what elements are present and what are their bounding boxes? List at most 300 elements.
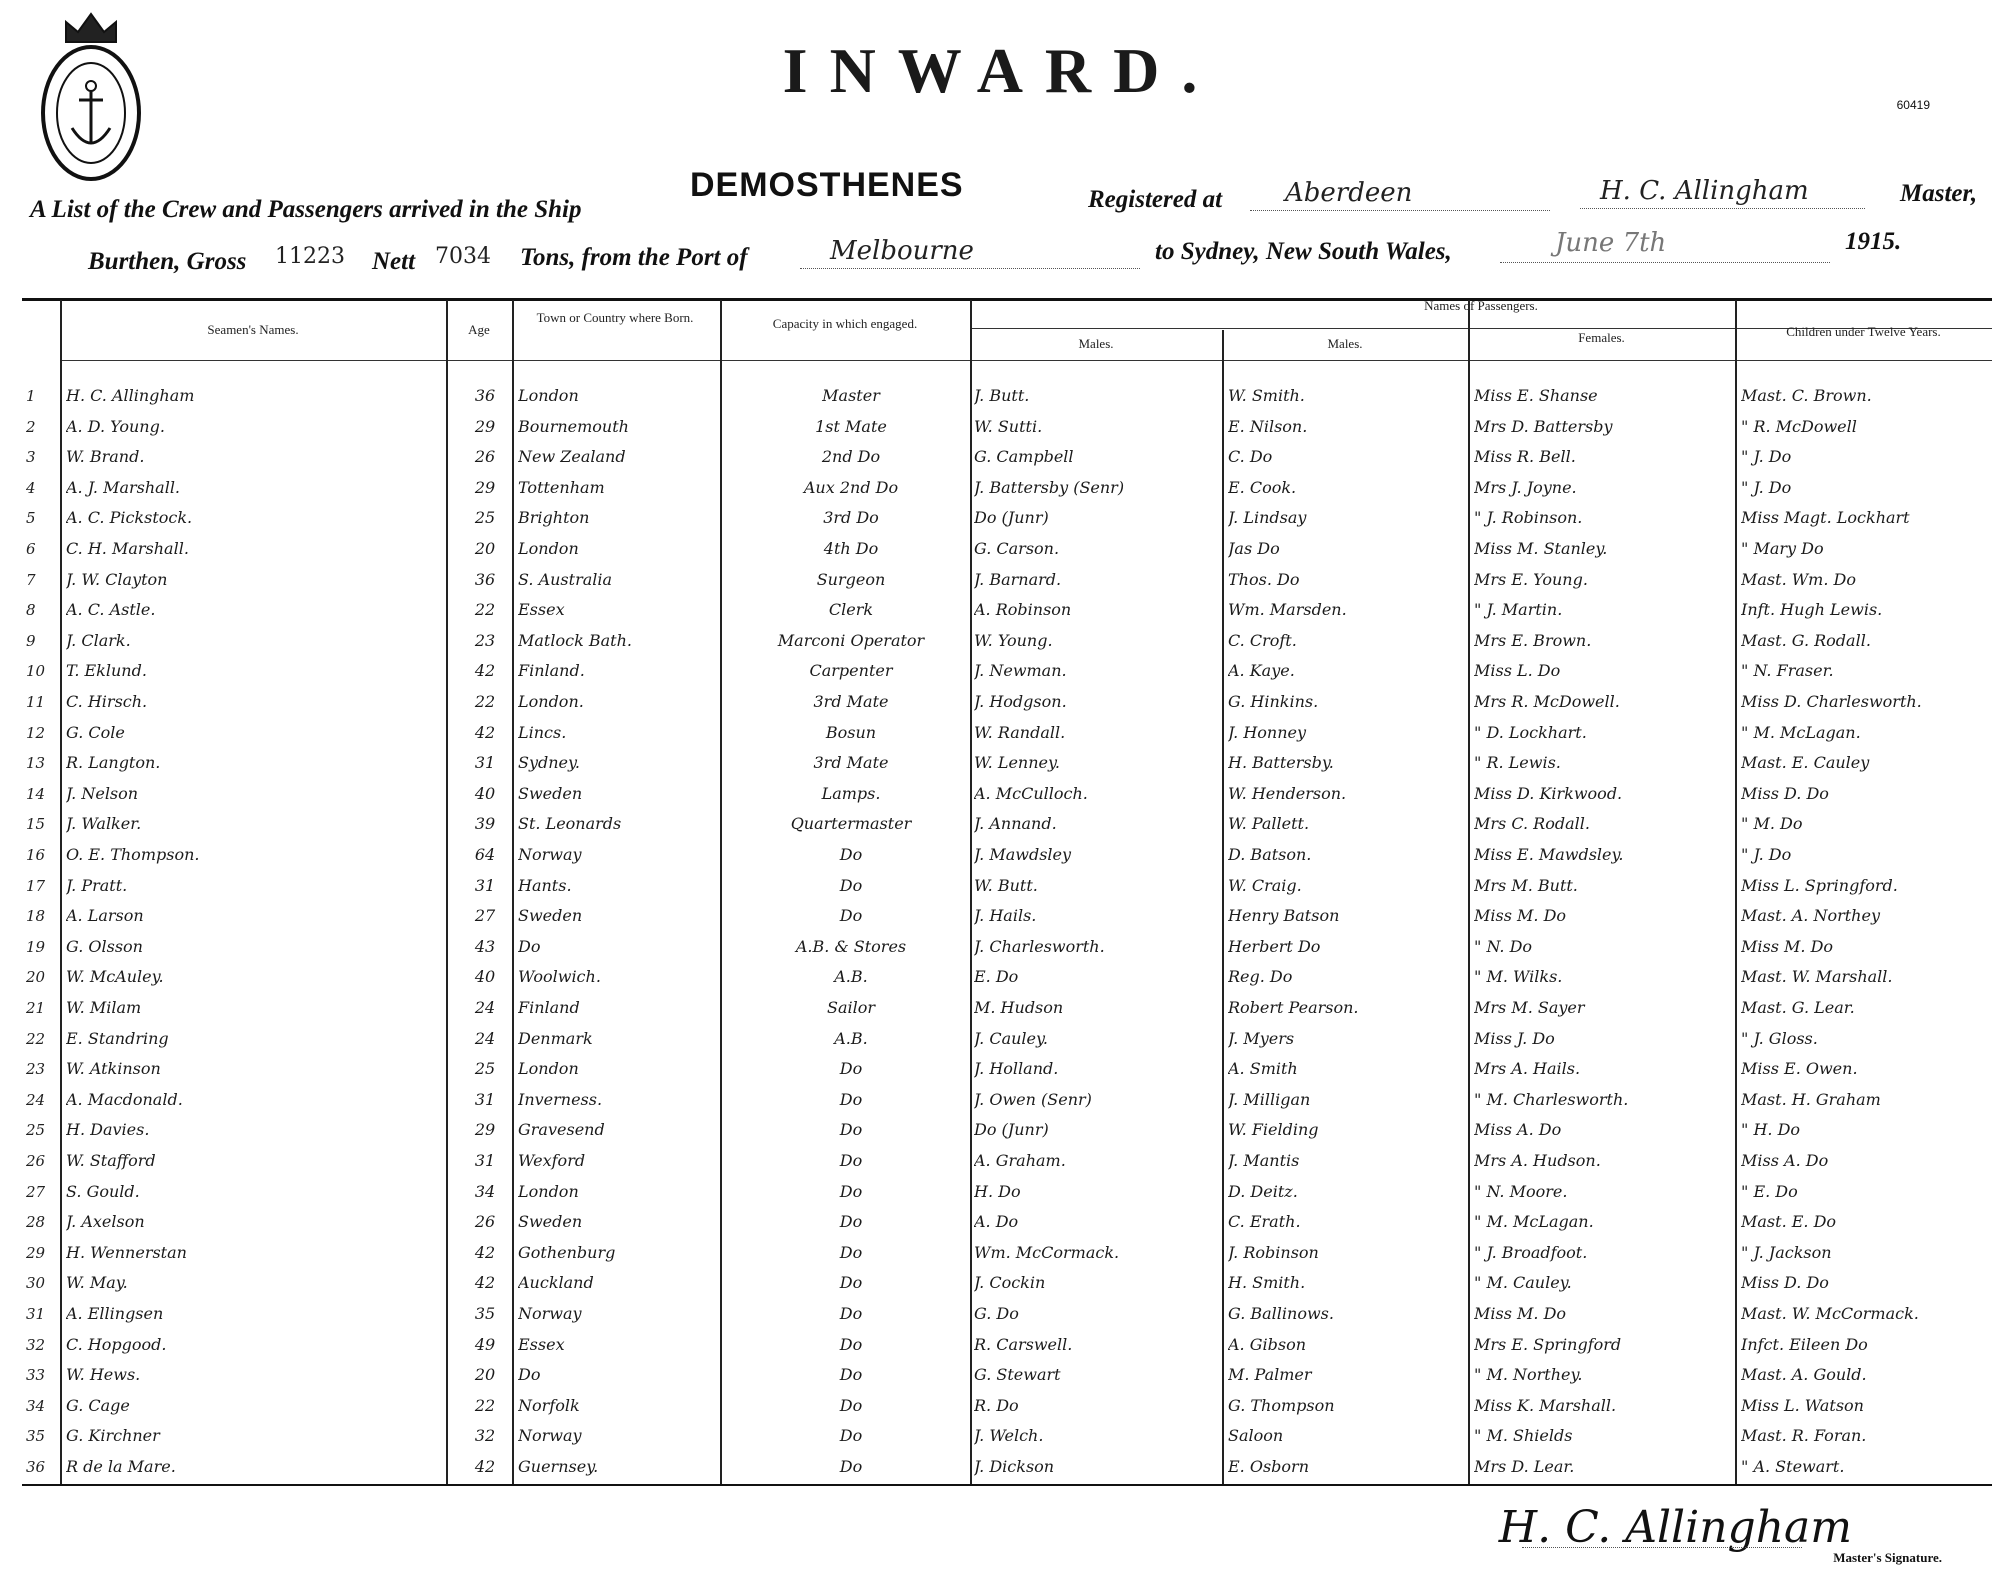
seaman-age: 35	[474, 1304, 496, 1323]
birthplace: London.	[518, 692, 584, 711]
child-passenger: Mast. W. McCormack.	[1741, 1304, 1919, 1323]
seaman-age: 42	[474, 723, 496, 742]
birthplace: Hants.	[518, 876, 572, 895]
nett-label: Nett	[372, 248, 416, 275]
males-header-2: Males.	[1327, 336, 1363, 351]
male-passenger-1: J. Barnard.	[974, 570, 1062, 589]
child-passenger: " H. Do	[1741, 1120, 1801, 1139]
seaman-age: 26	[474, 447, 496, 466]
seaman-age: 22	[474, 600, 496, 619]
birthplace: Essex	[518, 1335, 565, 1354]
capacity: Do	[839, 1059, 863, 1078]
male-passenger-1: J. Holland.	[974, 1059, 1059, 1078]
row-number: 34	[26, 1397, 46, 1415]
seaman-name: E. Standring	[66, 1029, 169, 1048]
row-number: 18	[26, 907, 46, 925]
seaman-name: O. E. Thompson.	[66, 845, 200, 864]
seaman-name: A. Ellingsen	[66, 1304, 164, 1323]
female-passenger: Miss J. Do	[1474, 1029, 1555, 1048]
male-passenger-1: W. Sutti.	[974, 417, 1043, 436]
seaman-age: 29	[474, 1120, 496, 1139]
child-passenger: Miss E. Owen.	[1741, 1059, 1858, 1078]
male-passenger-1: A. Robinson	[974, 600, 1072, 619]
child-passenger: " M. Do	[1741, 814, 1803, 833]
master-signature: H. C. Allingham	[1498, 1502, 1852, 1553]
birthplace: London	[518, 539, 579, 558]
male-passenger-1: J. Hails.	[974, 906, 1037, 925]
child-passenger: Mast. G. Lear.	[1741, 998, 1855, 1017]
male-passenger-2: W. Smith.	[1228, 386, 1305, 405]
male-passenger-1: J. Butt.	[974, 386, 1030, 405]
seaman-age: 24	[474, 998, 496, 1017]
male-passenger-2: Saloon	[1228, 1426, 1284, 1445]
row-number: 15	[26, 815, 46, 833]
seaman-age: 22	[474, 692, 496, 711]
capacity: A.B.	[834, 967, 868, 986]
female-passenger: " D. Lockhart.	[1474, 723, 1587, 742]
birthplace: St. Leonards	[518, 814, 622, 833]
reference-number: 60419	[1896, 98, 1930, 112]
row-number: 27	[26, 1183, 46, 1201]
male-passenger-2: E. Nilson.	[1228, 417, 1308, 436]
child-passenger: " J. Do	[1741, 845, 1792, 864]
child-passenger: " A. Stewart.	[1741, 1457, 1845, 1476]
male-passenger-2: J. Mantis	[1228, 1151, 1300, 1170]
burthen-label: Burthen, Gross	[88, 248, 247, 275]
male-passenger-1: Do (Junr)	[974, 508, 1049, 527]
capacity: 4th Do	[823, 539, 879, 558]
table-bottom-rule	[22, 1484, 1992, 1486]
birthplace: Bournemouth	[518, 417, 629, 436]
seaman-name: H. Davies.	[66, 1120, 150, 1139]
master-dotline	[1580, 208, 1865, 209]
year: 1915.	[1845, 228, 1902, 255]
birthplace: Essex	[518, 600, 565, 619]
capacity: Bosun	[825, 723, 877, 742]
female-passenger: Mrs E. Springford	[1474, 1335, 1622, 1354]
male-passenger-2: W. Craig.	[1228, 876, 1302, 895]
female-passenger: " J. Robinson.	[1474, 508, 1583, 527]
child-passenger: " J. Do	[1741, 478, 1792, 497]
female-passenger: " J. Martin.	[1474, 600, 1563, 619]
row-number: 5	[26, 509, 36, 527]
male-passenger-1: J. Owen (Senr)	[974, 1090, 1092, 1109]
birthplace: Brighton	[518, 508, 590, 527]
child-passenger: Miss M. Do	[1741, 937, 1834, 956]
capacity: Marconi Operator	[777, 631, 925, 650]
seaman-age: 40	[474, 784, 496, 803]
male-passenger-2: Thos. Do	[1228, 570, 1300, 589]
signature-dotline	[1522, 1546, 1802, 1548]
seaman-age: 20	[474, 1365, 496, 1384]
birthplace: Gravesend	[518, 1120, 605, 1139]
seaman-name: C. H. Marshall.	[66, 539, 189, 558]
row-number: 30	[26, 1274, 46, 1292]
row-number: 12	[26, 724, 46, 742]
birthplace: Matlock Bath.	[518, 631, 632, 650]
seaman-name: W. Milam	[66, 998, 142, 1017]
master-label: Master,	[1900, 180, 1978, 207]
row-number: 6	[26, 540, 36, 558]
birthplace: Lincs.	[518, 723, 567, 742]
male-passenger-1: W. Young.	[974, 631, 1053, 650]
female-passenger: Mrs M. Butt.	[1474, 876, 1578, 895]
child-passenger: Mast. G. Rodall.	[1741, 631, 1871, 650]
birthplace: Norfolk	[518, 1396, 580, 1415]
female-passenger: Miss K. Marshall.	[1474, 1396, 1617, 1415]
male-passenger-1: A. Graham.	[974, 1151, 1066, 1170]
list-prefix-label: A List of the Crew and Passengers arrived in the Ship	[30, 196, 582, 223]
capacity: A.B.	[834, 1029, 868, 1048]
seaman-age: 23	[474, 631, 496, 650]
seaman-name: G. Olsson	[66, 937, 143, 956]
seaman-name: G. Kirchner	[66, 1426, 160, 1445]
child-passenger: Mast. C. Brown.	[1741, 386, 1872, 405]
capacity: A.B. & Stores	[795, 937, 907, 956]
seaman-age: 49	[474, 1335, 496, 1354]
row-number: 31	[26, 1305, 46, 1323]
male-passenger-1: H. Do	[974, 1182, 1021, 1201]
female-passenger: Miss D. Kirkwood.	[1474, 784, 1623, 803]
male-passenger-1: G. Stewart	[974, 1365, 1061, 1384]
seaman-age: 43	[474, 937, 496, 956]
females-header: Females.	[1578, 330, 1625, 345]
male-passenger-1: J. Dickson	[974, 1457, 1055, 1476]
seaman-age: 36	[474, 570, 496, 589]
seaman-name: A. C. Astle.	[66, 600, 156, 619]
seaman-name: J. Axelson	[66, 1212, 145, 1231]
female-passenger: " N. Do	[1474, 937, 1533, 956]
seaman-age: 20	[474, 539, 496, 558]
child-passenger: " J. Jackson	[1741, 1243, 1832, 1262]
row-number: 19	[26, 938, 46, 956]
birthplace: Inverness.	[518, 1090, 603, 1109]
seaman-age: 31	[474, 1151, 496, 1170]
signature-caption: Master's Signature.	[1833, 1550, 1942, 1565]
child-passenger: Miss A. Do	[1741, 1151, 1829, 1170]
to-sydney-label: to Sydney, New South Wales,	[1155, 238, 1452, 265]
male-passenger-2: A. Smith	[1228, 1059, 1298, 1078]
birthplace: Sweden	[518, 784, 583, 803]
row-number: 3	[26, 448, 36, 466]
seaman-age: 42	[474, 661, 496, 680]
female-passenger: Miss L. Do	[1474, 661, 1561, 680]
male-passenger-2: W. Fielding	[1228, 1120, 1319, 1139]
male-passenger-2: J. Lindsay	[1228, 508, 1307, 527]
male-passenger-1: A. Do	[974, 1212, 1019, 1231]
male-passenger-2: Reg. Do	[1228, 967, 1293, 986]
row-number: 7	[26, 571, 36, 589]
row-number: 1	[26, 387, 36, 405]
seaman-name: A. Macdonald.	[66, 1090, 183, 1109]
capacity: Surgeon	[816, 570, 886, 589]
female-passenger: " N. Moore.	[1474, 1182, 1568, 1201]
male-passenger-1: J. Cockin	[974, 1273, 1046, 1292]
row-number: 2	[26, 418, 36, 436]
birthplace: Denmark	[518, 1029, 593, 1048]
port-dotline	[800, 268, 1140, 269]
male-passenger-2: J. Robinson	[1228, 1243, 1319, 1262]
col-divider-males1	[970, 300, 972, 1484]
seaman-age: 32	[474, 1426, 496, 1445]
seaman-age: 42	[474, 1273, 496, 1292]
male-passenger-2: W. Pallett.	[1228, 814, 1310, 833]
child-passenger: Mast. W. Marshall.	[1741, 967, 1893, 986]
from-port: Melbourne	[830, 236, 974, 266]
row-number: 11	[26, 693, 46, 711]
male-passenger-2: G. Ballinows.	[1228, 1304, 1334, 1323]
birthplace: Finland	[518, 998, 580, 1017]
seaman-name: G. Cage	[66, 1396, 130, 1415]
seaman-name: J. Nelson	[66, 784, 139, 803]
col-divider-age	[446, 300, 448, 1484]
row-number: 25	[26, 1121, 46, 1139]
female-passenger: Miss A. Do	[1474, 1120, 1562, 1139]
seaman-name: R. Langton.	[66, 753, 161, 772]
seaman-name: A. Larson	[66, 906, 144, 925]
male-passenger-2: H. Smith.	[1228, 1273, 1306, 1292]
male-passenger-1: G. Carson.	[974, 539, 1060, 558]
gross-tons: 11223	[275, 244, 345, 269]
male-passenger-1: R. Do	[974, 1396, 1019, 1415]
capacity: Do	[839, 1273, 863, 1292]
row-number: 20	[26, 968, 46, 986]
master-name: H. C. Allingham	[1600, 176, 1809, 206]
female-passenger: Mrs M. Sayer	[1474, 998, 1585, 1017]
seaman-age: 27	[474, 906, 496, 925]
row-number: 23	[26, 1060, 46, 1078]
birthplace: Wexford	[518, 1151, 586, 1170]
birthplace: London	[518, 386, 579, 405]
capacity: 3rd Mate	[813, 692, 889, 711]
capacity: Do	[839, 1304, 863, 1323]
male-passenger-1: J. Newman.	[974, 661, 1067, 680]
male-passenger-1: W. Butt.	[974, 876, 1038, 895]
birthplace: S. Australia	[518, 570, 613, 589]
capacity: Do	[839, 906, 863, 925]
row-number: 22	[26, 1030, 46, 1048]
male-passenger-2: H. Battersby.	[1228, 753, 1334, 772]
birthplace: Norway	[518, 845, 582, 864]
male-passenger-2: D. Deitz.	[1228, 1182, 1298, 1201]
male-passenger-2: Jas Do	[1228, 539, 1280, 558]
male-passenger-2: D. Batson.	[1228, 845, 1312, 864]
seaman-age: 22	[474, 1396, 496, 1415]
female-passenger: Mrs D. Battersby	[1474, 417, 1613, 436]
col-divider-capacity	[720, 300, 722, 1484]
row-number: 21	[26, 999, 46, 1017]
row-number: 29	[26, 1244, 46, 1262]
female-passenger: Miss M. Stanley.	[1474, 539, 1608, 558]
male-passenger-2: C. Croft.	[1228, 631, 1297, 650]
male-passenger-2: C. Do	[1228, 447, 1273, 466]
seaman-name: W. Atkinson	[66, 1059, 161, 1078]
male-passenger-2: Henry Batson	[1228, 906, 1340, 925]
capacity: 3rd Mate	[813, 753, 889, 772]
child-passenger: Miss D. Do	[1741, 1273, 1829, 1292]
seaman-name: W. McAuley.	[66, 967, 164, 986]
birthplace: Auckland	[518, 1273, 594, 1292]
registered-dotline	[1250, 210, 1550, 211]
female-passenger: Miss M. Do	[1474, 906, 1567, 925]
child-passenger: " E. Do	[1741, 1182, 1798, 1201]
child-passenger: Mast. A. Gould.	[1741, 1365, 1867, 1384]
male-passenger-1: J. Charlesworth.	[974, 937, 1105, 956]
seaman-age: 29	[474, 417, 496, 436]
capacity: Do	[839, 1365, 863, 1384]
age-header: Age	[468, 322, 490, 337]
female-passenger: " M. McLagan.	[1474, 1212, 1594, 1231]
male-passenger-2: W. Henderson.	[1228, 784, 1347, 803]
capacity: Do	[839, 1396, 863, 1415]
birthplace: Sydney.	[518, 753, 581, 772]
male-passenger-2: C. Erath.	[1228, 1212, 1301, 1231]
passengers-header: Names of Passengers.	[1424, 298, 1538, 313]
male-passenger-1: J. Annand.	[974, 814, 1057, 833]
row-number: 16	[26, 846, 46, 864]
row-number: 4	[26, 479, 36, 497]
registered-label: Registered at	[1088, 186, 1223, 213]
seaman-age: 26	[474, 1212, 496, 1231]
child-passenger: " N. Fraser.	[1741, 661, 1834, 680]
female-passenger: " M. Shields	[1474, 1426, 1573, 1445]
capacity: Do	[839, 876, 863, 895]
birthplace: Guernsey.	[518, 1457, 599, 1476]
col-divider-females	[1468, 300, 1470, 1484]
seaman-name: J. Pratt.	[66, 876, 128, 895]
male-passenger-1: G. Campbell	[974, 447, 1074, 466]
male-passenger-2: Herbert Do	[1228, 937, 1321, 956]
female-passenger: Miss E. Mawdsley.	[1474, 845, 1624, 864]
child-passenger: Mast. A. Northey	[1741, 906, 1880, 925]
female-passenger: Mrs R. McDowell.	[1474, 692, 1620, 711]
seaman-name: H. C. Allingham	[66, 386, 195, 405]
male-passenger-1: W. Lenney.	[974, 753, 1060, 772]
seaman-name: T. Eklund.	[66, 661, 147, 680]
seaman-name: S. Gould.	[66, 1182, 140, 1201]
birthplace: Woolwich.	[518, 967, 601, 986]
capacity: 1st Mate	[815, 417, 887, 436]
male-passenger-2: Robert Pearson.	[1228, 998, 1359, 1017]
seaman-name: A. C. Pickstock.	[66, 508, 193, 527]
female-passenger: Mrs E. Brown.	[1474, 631, 1592, 650]
male-passenger-1: R. Carswell.	[974, 1335, 1073, 1354]
seaman-age: 25	[474, 1059, 496, 1078]
child-passenger: Miss D. Do	[1741, 784, 1829, 803]
male-passenger-1: G. Do	[974, 1304, 1019, 1323]
capacity: Do	[839, 1457, 863, 1476]
male-passenger-1: W. Randall.	[974, 723, 1066, 742]
birthplace: New Zealand	[518, 447, 626, 466]
arrival-date: June 7th	[1555, 228, 1667, 258]
seaman-age: 24	[474, 1029, 496, 1048]
row-number: 36	[26, 1458, 46, 1476]
birthplace: Sweden	[518, 906, 583, 925]
male-passenger-1: M. Hudson	[974, 998, 1064, 1017]
male-passenger-2: M. Palmer	[1228, 1365, 1312, 1384]
child-passenger: Mast. E. Cauley	[1741, 753, 1870, 772]
female-passenger: " M. Charlesworth.	[1474, 1090, 1629, 1109]
row-number: 26	[26, 1152, 46, 1170]
row-number: 13	[26, 754, 46, 772]
male-passenger-2: J. Milligan	[1228, 1090, 1311, 1109]
capacity: Do	[839, 1335, 863, 1354]
seaman-name: W. Hews.	[66, 1365, 141, 1384]
col-divider-children	[1735, 300, 1737, 1484]
row-number: 17	[26, 877, 46, 895]
child-passenger: Miss L. Springford.	[1741, 876, 1898, 895]
seaman-age: 64	[474, 845, 496, 864]
child-passenger: Miss L. Watson	[1741, 1396, 1864, 1415]
birthplace: London	[518, 1059, 579, 1078]
seaman-age: 25	[474, 508, 496, 527]
child-passenger: " J. Do	[1741, 447, 1792, 466]
seaman-name: W. Brand.	[66, 447, 145, 466]
seaman-name: J. Walker.	[66, 814, 142, 833]
seaman-age: 42	[474, 1243, 496, 1262]
ship-name: DEMOSTHENES	[690, 166, 964, 204]
male-passenger-2: E. Osborn	[1228, 1457, 1310, 1476]
female-passenger: Mrs A. Hudson.	[1474, 1151, 1601, 1170]
seamens-names-header: Seamen's Names.	[207, 322, 299, 337]
birthplace: Do	[518, 937, 541, 956]
male-passenger-2: J. Myers	[1228, 1029, 1295, 1048]
birthplace: Norway	[518, 1304, 582, 1323]
capacity: 2nd Do	[821, 447, 881, 466]
capacity: Do	[839, 1120, 863, 1139]
col-divider-males2	[1222, 330, 1224, 1484]
capacity: Clerk	[828, 600, 874, 619]
female-passenger: Mrs D. Lear.	[1474, 1457, 1575, 1476]
registered-port: Aberdeen	[1285, 178, 1413, 208]
nett-tons: 7034	[435, 244, 491, 269]
males-header-1: Males.	[1078, 336, 1114, 351]
male-passenger-1: J. Mawdsley	[974, 845, 1072, 864]
seaman-name: C. Hopgood.	[66, 1335, 167, 1354]
male-passenger-1: E. Do	[974, 967, 1019, 986]
town-header: Town or Country where Born.	[536, 310, 694, 325]
female-passenger: Mrs A. Hails.	[1474, 1059, 1581, 1078]
capacity: Master	[822, 386, 880, 405]
male-passenger-1: Do (Junr)	[974, 1120, 1049, 1139]
capacity: Do	[839, 1151, 863, 1170]
row-number: 10	[26, 662, 46, 680]
row-number: 24	[26, 1091, 46, 1109]
row-number: 32	[26, 1336, 46, 1354]
row-number: 35	[26, 1427, 46, 1445]
col-divider-town	[512, 300, 514, 1484]
seaman-name: R de la Mare.	[66, 1457, 176, 1476]
capacity-header: Capacity in which engaged.	[772, 316, 918, 331]
male-passenger-2: Wm. Marsden.	[1228, 600, 1347, 619]
child-passenger: " M. McLagan.	[1741, 723, 1861, 742]
document-title: INWARD.	[782, 35, 1220, 106]
child-passenger: " Mary Do	[1741, 539, 1824, 558]
seaman-name: W. Stafford	[66, 1151, 156, 1170]
birthplace: Norway	[518, 1426, 582, 1445]
female-passenger: Mrs C. Rodall.	[1474, 814, 1590, 833]
col-divider-number	[60, 300, 62, 1484]
capacity: 3rd Do	[823, 508, 879, 527]
child-passenger: Inft. Hugh Lewis.	[1741, 600, 1883, 619]
female-passenger: Miss M. Do	[1474, 1304, 1567, 1323]
birthplace: Tottenham	[518, 478, 605, 497]
child-passenger: Mast. H. Graham	[1741, 1090, 1881, 1109]
female-passenger: Miss R. Bell.	[1474, 447, 1576, 466]
male-passenger-2: A. Gibson	[1228, 1335, 1307, 1354]
birthplace: London	[518, 1182, 579, 1201]
female-passenger: " J. Broadfoot.	[1474, 1243, 1588, 1262]
